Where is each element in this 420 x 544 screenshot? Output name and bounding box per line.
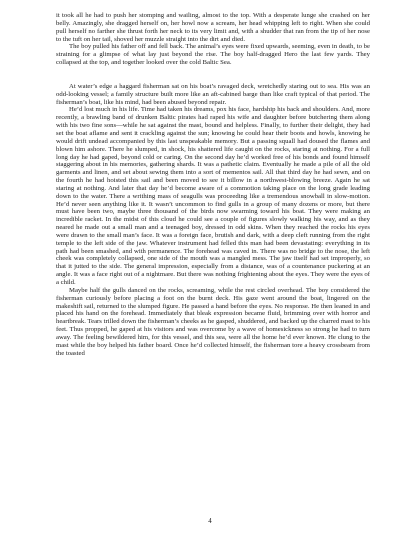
page-number: 4: [208, 517, 212, 525]
paragraph: At water’s edge a haggard fisherman sat on his boat’s ravaged deck, wretchedly staring out to sea. His was an odd-looking vessel; a family structure built more like an aft-cabined barge than like craft typical of that period. The fisherman’s boat, like his mind, had been abused beyond repair.: [56, 82, 370, 106]
body-text: [56, 12, 370, 357]
section-break: [56, 67, 370, 83]
paragraph: The boy pulled his father off and fell back. The animal’s eyes were fixed upwards, seeming, even in death, to be straining for a glimpse of what lay just beyond the rise. The boy half-dragged Hero the last few yards. They collapsed at the top, and together looked over the cold Baltic Sea.: [56, 43, 370, 67]
paragraph: Maybe half the gulls danced on the rocks, screaming, while the rest circled overhead. The boy considered the fisherman curiously before placing a foot on the burnt deck. His gaze went around the boat, lingered on the makeshift sail, returned to the slumped figure. He passed a hand before the eyes. No response. He then leaned in and placed his hand on the forehead. Immediately that bleak expression became fluid, brimming over with horror and heartbreak. Tears trilled down the fisherman’s cheeks as he gasped, shuddered, and backed up the charred mast to his feet. Thus propped, he gaped at his visitors and was overcome by a wave of homesickness so strong he had to turn away. The feeling bewildered him, for this vessel, and this sea, were all the home he’d ever known. He clung to the mast while the boy helped his father board. Once he’d collected himself, the fisherman tore a heavy crossbeam from the toasted: [56, 286, 370, 357]
paragraph: He’d lost much in his life. Time had taken his dreams, pox his face, hardship his back and shoulders. And, more recently, a brawling band of drunken Baltic pirates had raped his wife and daughter before butchering them along with his two fine sons—while he sat against the mast, bound and helpless. Finally, to further their delight, they had set the boat aflame and sent it crackling against the sun; knowing he could hear their boots and howls, knowing he would drift undead accompanied by this last unspeakable memory. But a passing squall had doused the flames and blown him ashore. There he slumped, in shock, his shattered life caught on the rocks, staring at nothing. For a full long day he had gaped, beyond cold or caring. On the second day he’d worked free of his bonds and found himself staggering about in his memories, gathering shards. It was a pathetic claim. Eventually he made a pile of all the old garments and linen, and set about sewing them into a sort of mementos sail. All that third day he had sewn, and on the fourth he had hoisted this sail and been moved to see it billow in a northwest-blowing breeze. Again he sat staring at nothing. And later that day he’d become aware of a commotion taking place on the long grade leading down to the water. There a writhing mass of seagulls was proceeding like a tremendous snowball in slow-motion. He’d never seen anything like it. It wasn’t uncommon to find gulls in a group of many dozens or more, but there must have been two, maybe three thousand of the birds now swarming toward his boat. They were making an incredible racket. In the midst of this cloud he could see a couple of figures slowly walking his way, and as they neared he made out a small man and a teenaged boy, dressed in odd skins. When they reached the rocks his eyes were drawn to the small man’s face. It was a foreign face, brutish and dark, with a deep cleft running from the right temple to the left side of the jaw. Whatever instrument had felled this man had been devastating: everything in its path had been smashed, and with permanence. The forehead was caved in. There was no bridge to the nose, the left cheek was completely collapsed, one side of the mouth was a mangled mess. The jaw itself had set improperly, so that it jutted to the side. The general impression, especially from a distance, was of a countenance puckering at an angle. It was a face right out of a nightmare. But there was nothing frightening about the eyes. They were the eyes of a child.: [56, 106, 370, 286]
paragraph: it took all he had to push her stomping and wailing, almost to the top. With a desperate lunge she crashed on her belly. Amazingly, she dragged herself on, her howl now a scream, her head whipping left to right. When she could pull herself no farther she thrust forth her neck to its very limit and, with a shudder that ran from the tip of her nose to the tuft on her tail, shoved her muzzle straight into the dirt and died.: [56, 12, 370, 43]
